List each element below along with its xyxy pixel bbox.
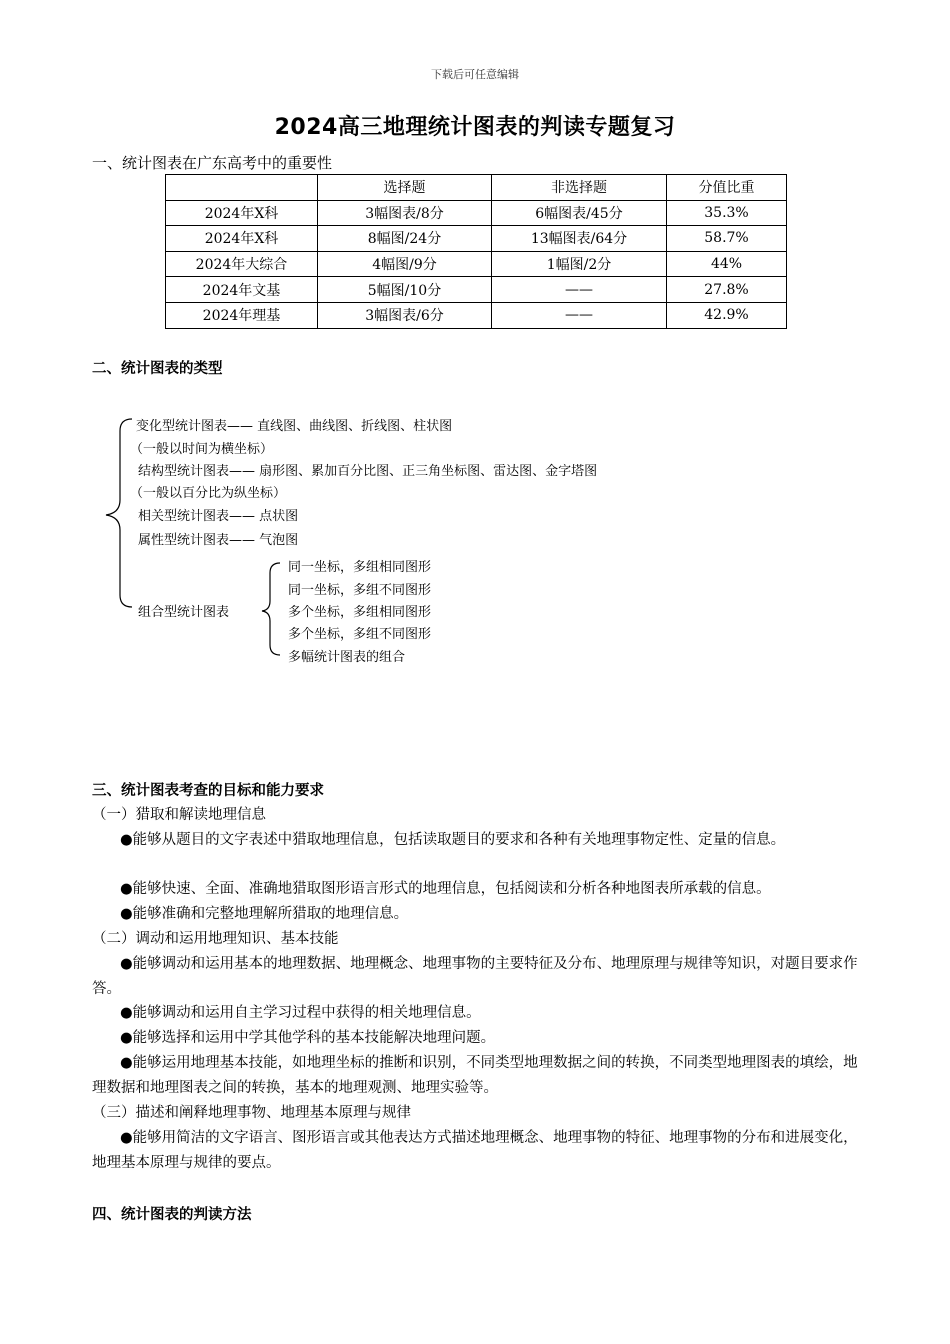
table-header-cell	[166, 175, 318, 201]
paragraph: ●能够运用地理基本技能，如地理坐标的推断和识别，不同类型地理数据之间的转换，不同类型地理图表的填绘，地理数据和地理图表之间的转换，基本的地理观测、地理实验等。	[92, 1055, 858, 1096]
table-cell: 2024年大综合	[166, 251, 318, 277]
diagram-combo-item: 同一坐标，多组相同图形	[288, 560, 432, 575]
table-header-cell: 分值比重	[667, 175, 787, 201]
paragraph: ●能够快速、全面、准确地猎取图形语言形式的地理信息，包括阅读和分析各种地图表所承载的信息。	[120, 881, 771, 897]
table-row	[166, 226, 787, 252]
section3-heading: 三、统计图表考查的目标和能力要求	[92, 783, 324, 799]
diagram-combo-item: 多幅统计图表的组合	[288, 650, 406, 665]
diagram-item: 结构型统计图表—— 扇形图、累加百分比图、正三角坐标图、雷达图、金字塔图	[138, 464, 598, 479]
table-cell: 6幅图表/45分	[492, 200, 667, 226]
table-cell: 3幅图表/8分	[318, 200, 492, 226]
section4-heading: 四、统计图表的判读方法	[92, 1207, 252, 1223]
importance-table	[165, 174, 787, 329]
table-cell: 1幅图/2分	[492, 251, 667, 277]
table-row	[166, 251, 787, 277]
table-cell: 35.3%	[667, 200, 787, 226]
paragraph: ●能够从题目的文字表述中猎取地理信息，包括读取题目的要求和各种有关地理事物定性、定量的信息。	[120, 832, 786, 848]
page-title: 2024高三地理统计图表的判读专题复习	[274, 115, 676, 140]
paragraph: ●能够调动和运用自主学习过程中获得的相关地理信息。	[120, 1005, 481, 1021]
inner-brace	[262, 563, 280, 655]
table-cell: 5幅图/10分	[318, 277, 492, 303]
paragraph: ●能够选择和运用中学其他学科的基本技能解决地理问题。	[120, 1030, 496, 1046]
diagram-item: 相关型统计图表—— 点状图	[138, 509, 299, 524]
chart-type-diagram	[100, 405, 740, 675]
table-cell: 58.7%	[667, 226, 787, 252]
table-cell: 42.9%	[667, 302, 787, 328]
table-cell: 2024年文基	[166, 277, 318, 303]
diagram-combo-item: 多个坐标，多组不同图形	[288, 627, 432, 642]
table-cell: 8幅图/24分	[318, 226, 492, 252]
table-row	[166, 277, 787, 303]
paragraph: ●能够用简洁的文字语言、图形语言或其他表达方式描述地理概念、地理事物的特征、地理事物的分布和进展变化，地理基本原理与规律的要点。	[92, 1130, 858, 1171]
table-cell: 27.8%	[667, 277, 787, 303]
table-cell: 13幅图表/64分	[492, 226, 667, 252]
section1-heading: 一、统计图表在广东高考中的重要性	[92, 154, 333, 172]
table-cell: ——	[492, 302, 667, 328]
diagram-combo-item: 多个坐标，多组相同图形	[288, 605, 432, 620]
table-row	[166, 200, 787, 226]
table-header-cell: 非选择题	[492, 175, 667, 201]
table-cell: 44%	[667, 251, 787, 277]
subsection-heading: （一）猎取和解读地理信息	[92, 807, 266, 823]
table-cell: ——	[492, 277, 667, 303]
subsection-heading: （二）调动和运用地理知识、基本技能	[92, 931, 339, 947]
table-cell: 2024年X科	[166, 226, 318, 252]
table-cell: 2024年X科	[166, 200, 318, 226]
diagram-item: 变化型统计图表—— 直线图、曲线图、折线图、柱状图	[136, 419, 453, 434]
subsection-heading: （三）描述和阐释地理事物、地理基本原理与规律	[92, 1105, 411, 1121]
diagram-item: （一般以百分比为纵坐标）	[130, 486, 287, 501]
diagram-item: （一般以时间为横坐标）	[130, 442, 274, 457]
diagram-item: 属性型统计图表—— 气泡图	[138, 533, 299, 548]
paragraph: ●能够调动和运用基本的地理数据、地理概念、地理事物的主要特征及分布、地理原理与规律等知识，对题目要求作答。	[92, 956, 858, 997]
table-row	[166, 302, 787, 328]
diagram-combo-label: 组合型统计图表	[138, 605, 230, 620]
table-header-cell: 选择题	[318, 175, 492, 201]
table-cell: 2024年理基	[166, 302, 318, 328]
table-cell: 4幅图/9分	[318, 251, 492, 277]
header-watermark: 下载后可任意编辑	[431, 68, 519, 81]
diagram-combo-item: 同一坐标，多组不同图形	[288, 583, 432, 598]
section2-heading: 二、统计图表的类型	[92, 361, 223, 377]
paragraph: ●能够准确和完整地理解所猎取的地理信息。	[120, 906, 409, 922]
table-header-row	[166, 175, 787, 201]
table-cell: 3幅图表/6分	[318, 302, 492, 328]
outer-brace	[106, 419, 132, 607]
